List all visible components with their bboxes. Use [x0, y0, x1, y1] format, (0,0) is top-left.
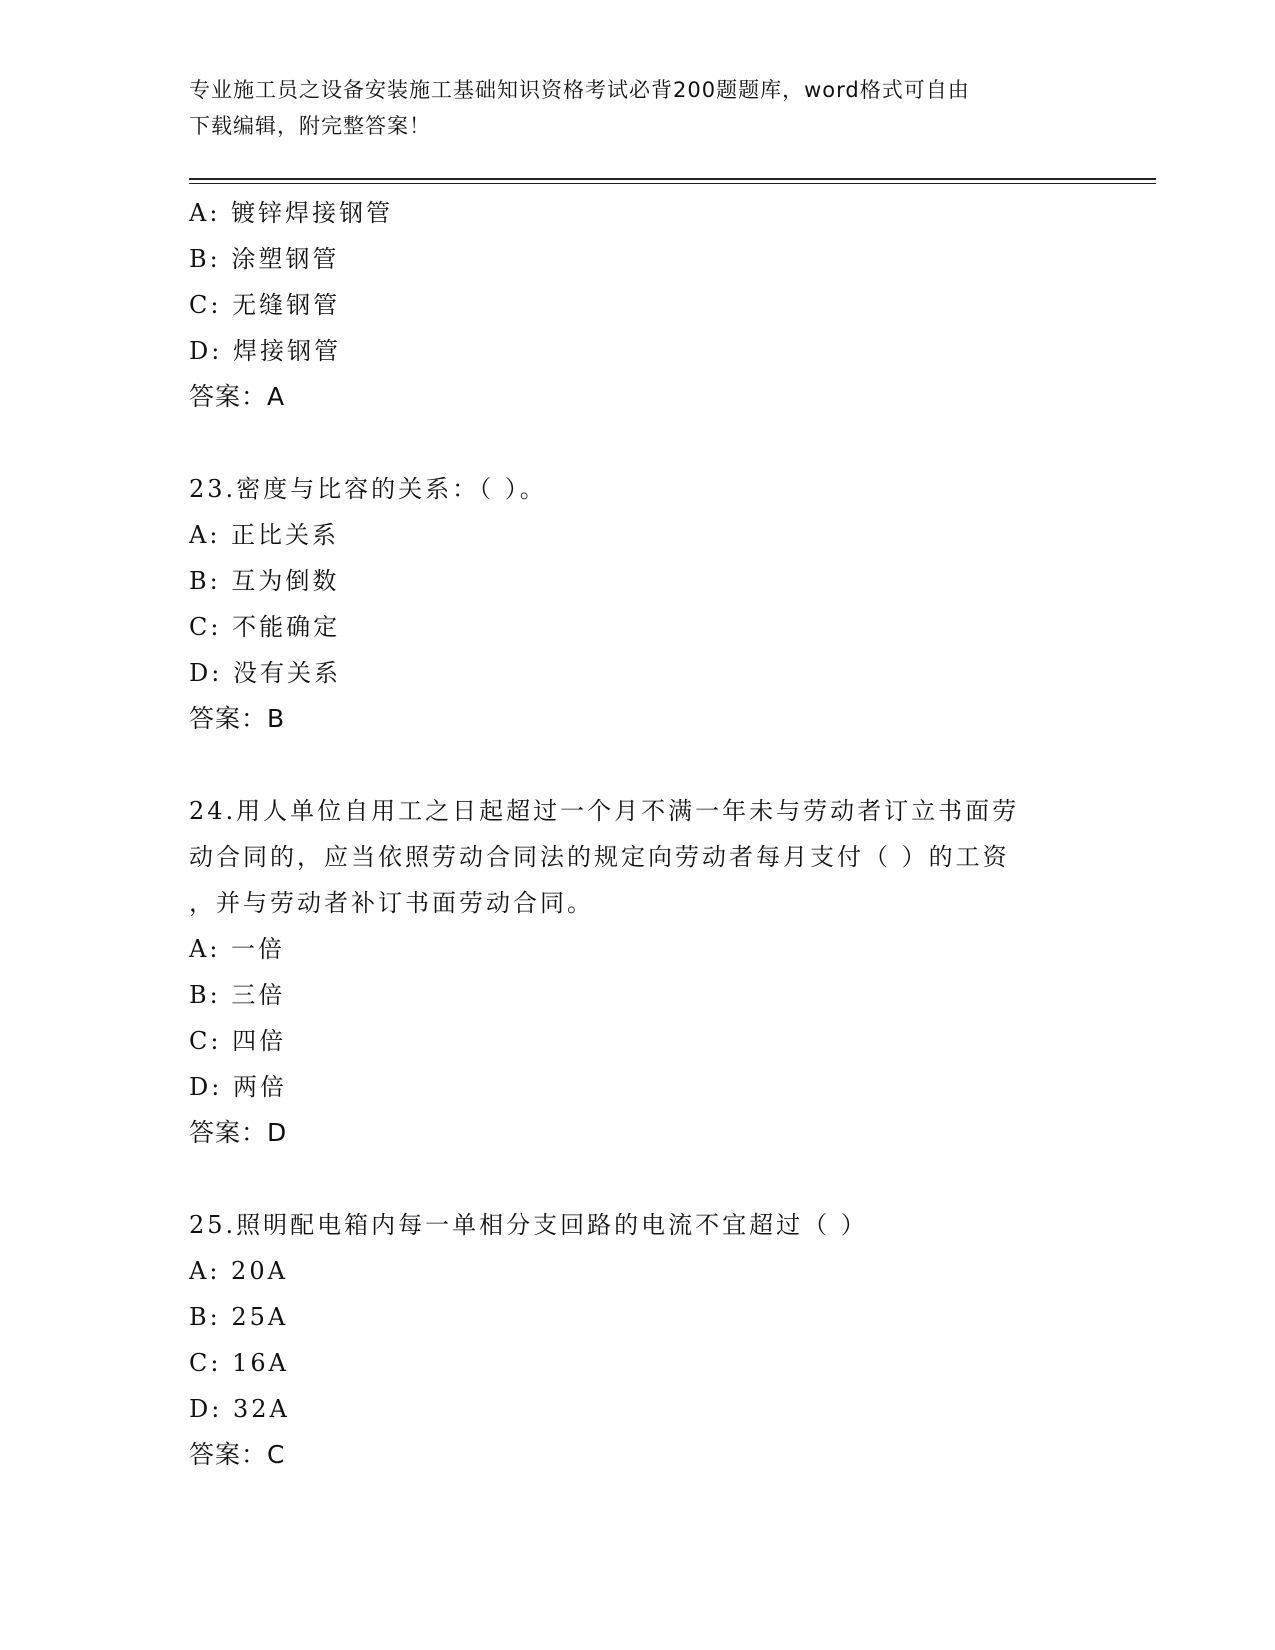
- header-rule-thick: [189, 178, 1156, 180]
- question-text: 23.密度与比容的关系：（ ）。: [189, 475, 547, 503]
- answer-line: 答案：A: [189, 382, 286, 411]
- option-a: A: 正比关系: [189, 521, 340, 549]
- option-b: B: 互为倒数: [189, 567, 340, 595]
- option-d: D: 32A: [189, 1395, 290, 1423]
- question-text-line-3: ，并与劳动者补订书面劳动合同。: [189, 889, 594, 917]
- answer-line: 答案：C: [189, 1440, 286, 1469]
- question-23: [189, 466, 1089, 742]
- question-text-line-1: 24.用人单位自用工之日起超过一个月不满一年未与劳动者订立书面劳: [189, 797, 1020, 825]
- option-a: A: 20A: [189, 1257, 288, 1285]
- option-d: D: 两倍: [189, 1073, 287, 1101]
- question-25: [189, 1202, 1089, 1478]
- question-text-line-2: 动合同的，应当依照劳动合同法的规定向劳动者每月支付（ ）的工资: [189, 843, 1010, 871]
- question-text: 25.照明配电箱内每一单相分支回路的电流不宜超过（ ）: [189, 1211, 868, 1239]
- question-22: [189, 190, 1089, 420]
- header-rule-thin: [189, 183, 1156, 184]
- answer-line: 答案：B: [189, 704, 286, 733]
- option-a: A: 镀锌焊接钢管: [189, 199, 394, 227]
- answer-line: 答案：D: [189, 1118, 288, 1147]
- option-b: B: 三倍: [189, 981, 286, 1009]
- header-line-2: 下载编辑，附完整答案！: [189, 114, 431, 138]
- option-c: C: 16A: [189, 1349, 289, 1377]
- option-c: C: 无缝钢管: [189, 291, 341, 319]
- option-d: D: 焊接钢管: [189, 337, 341, 365]
- option-b: B: 25A: [189, 1303, 289, 1331]
- option-c: C: 不能确定: [189, 613, 341, 641]
- question-list: [189, 190, 1089, 1478]
- question-24: [189, 788, 1089, 1156]
- header-line-1: 专业施工员之设备安装施工基础知识资格考试必背200题题库，word格式可自由: [189, 78, 970, 102]
- option-a: A: 一倍: [189, 935, 286, 963]
- option-c: C: 四倍: [189, 1027, 287, 1055]
- option-b: B: 涂塑钢管: [189, 245, 340, 273]
- option-d: D: 没有关系: [189, 659, 341, 687]
- document-header: [189, 72, 1089, 144]
